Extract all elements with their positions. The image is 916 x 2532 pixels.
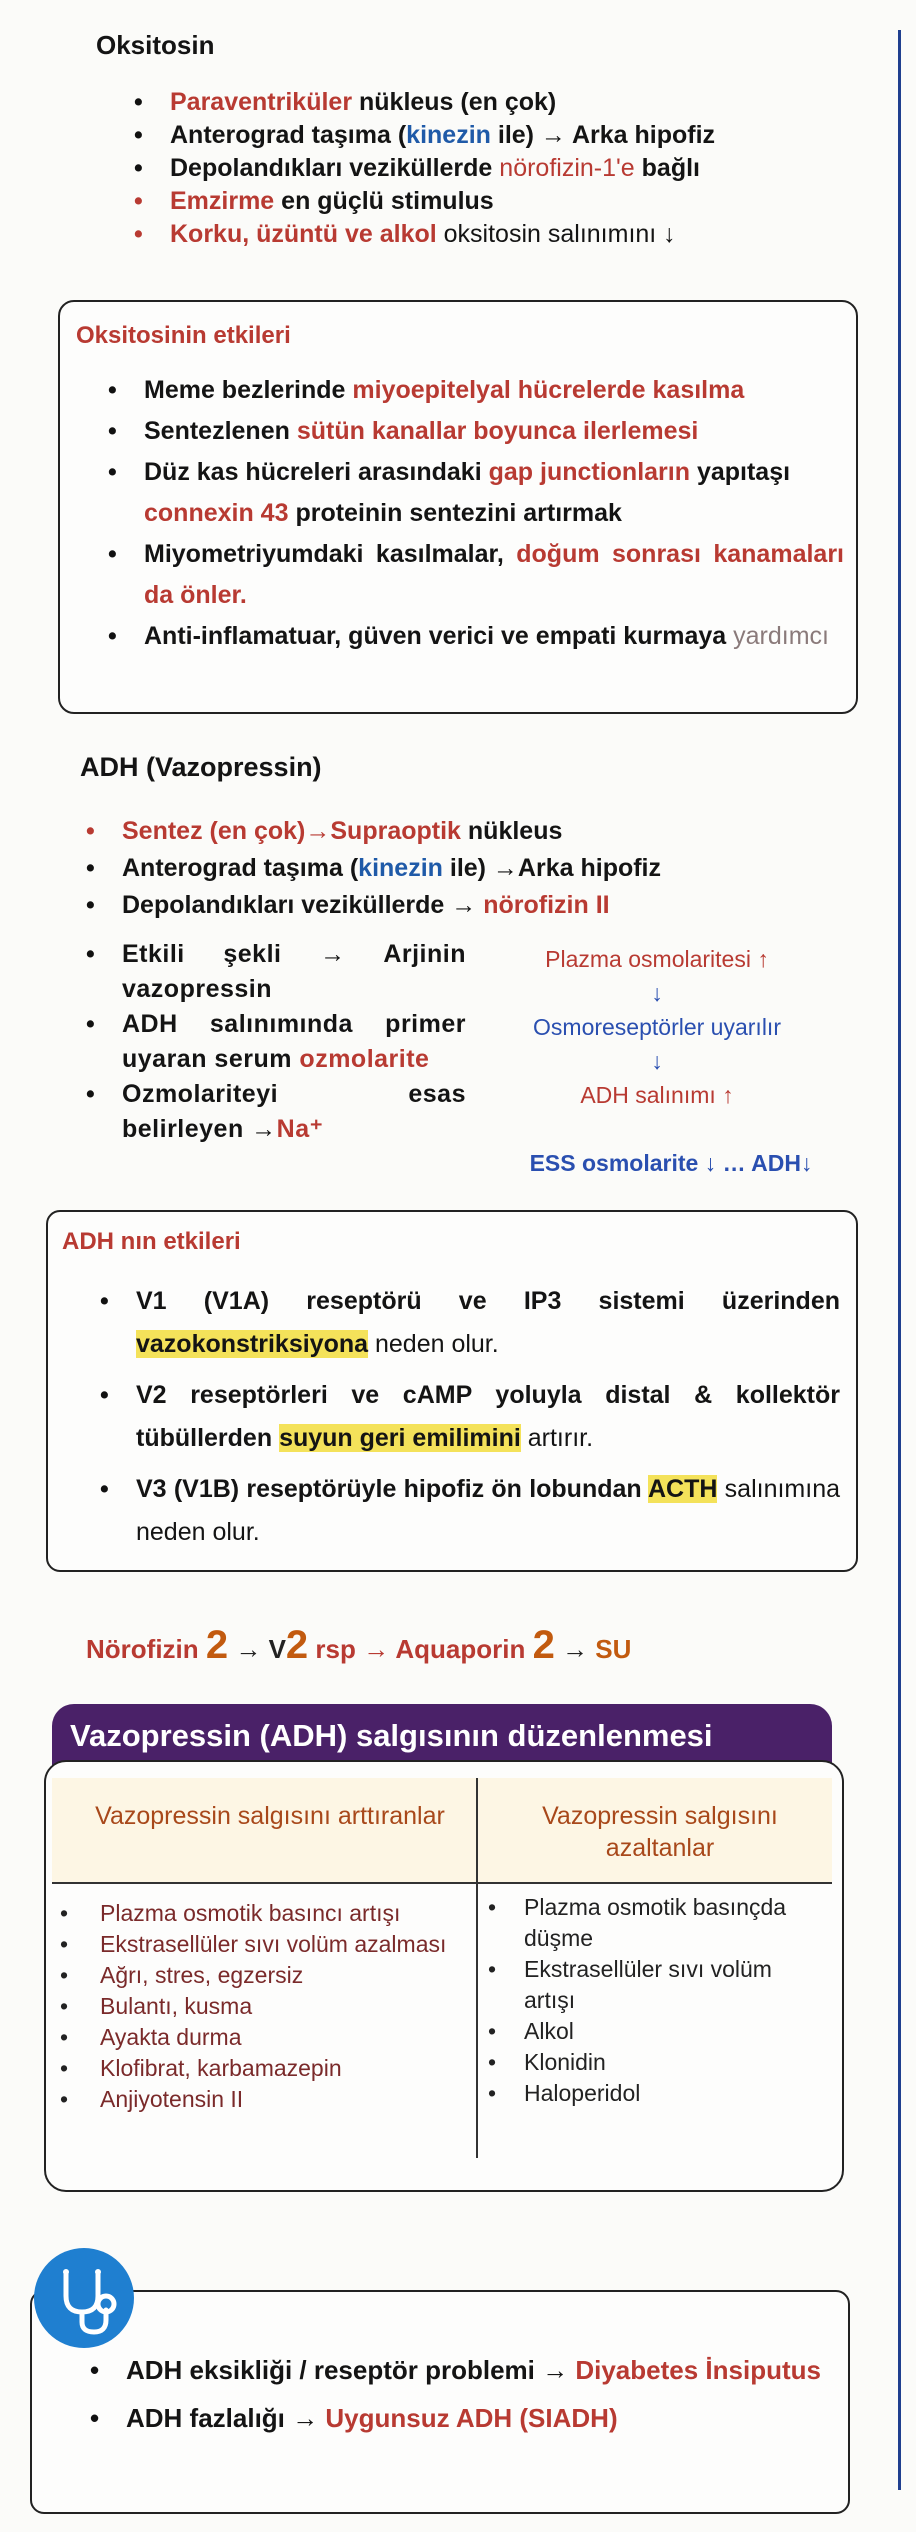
list-item: • Etkili şekli → Arjinin vazopressin: [86, 937, 466, 1007]
table-cell-item: • Anjiyotensin II: [60, 2086, 244, 2112]
table-header-increase: Vazopressin salgısını arttıranlar: [95, 1802, 445, 1830]
table-left-list: [60, 1898, 460, 2115]
table-cell-item: • Ağrı, stres, egzersiz: [60, 1962, 304, 1988]
table-header-divider: [52, 1882, 832, 1884]
list-item: • Sentezlenen sütün kanallar boyunca ilerlemesi: [108, 411, 844, 452]
table-cell-item: • Ekstrasellüler sıvı volüm artışı: [488, 1956, 772, 2013]
oksitosin-title: Oksitosin: [96, 30, 215, 60]
norofizin-aquaporin-line: Nörofizin 2 → V2 rsp → Aquaporin 2 → SU: [86, 1623, 632, 1667]
table-banner-title: Vazopressin (ADH) salgısının düzenlenmesi: [70, 1718, 713, 1753]
adh-list-left: [86, 937, 466, 1147]
table-cell-item: • Klonidin: [488, 2049, 606, 2075]
table-cell-item: • Haloperidol: [488, 2080, 641, 2106]
list-item: • ADH eksikliği / reseptör problemi → Diyabetes İnsiputus: [90, 2350, 830, 2390]
list-item: • Düz kas hücreleri arasındaki gap junctionların yapıtaşı connexin 43 proteinin sentezini artırmak: [108, 452, 844, 534]
list-item: • ADH salınımında primer uyaran serum ozmolarite: [86, 1007, 466, 1077]
list-item: • V1 (V1A) reseptörü ve IP3 sistemi üzerinden vazokonstriksiyona neden olur.: [100, 1280, 840, 1366]
list-item: • Miyometriyumdaki kasılmalar, doğum sonrası kanamaları da önler.: [108, 534, 844, 616]
table-cell-item: • Bulantı, kusma: [60, 1993, 253, 2019]
list-item: • V3 (V1B) reseptörüyle hipofiz ön lobundan ACTH salınımına neden olur.: [100, 1468, 840, 1554]
list-item: • Anterograd taşıma (kinezin ile) → Arka hipofiz: [134, 119, 854, 152]
list-item: • Depolandıkları veziküllerde nörofizin-1'e bağlı: [134, 152, 854, 185]
table-cell-item: • Alkol: [488, 2018, 574, 2044]
list-item: • Korku, üzüntü ve alkol oksitosin salınımını ↓: [134, 218, 854, 251]
table-cell-item: • Plazma osmotik basınçda düşme: [488, 1894, 787, 1951]
list-item: • Anti-inflamatuar, güven verici ve empati kurmaya yardımcı: [108, 616, 844, 657]
list-item: • ADH fazlalığı → Uygunsuz ADH (SIADH): [90, 2398, 830, 2438]
stethoscope-icon: [34, 2248, 134, 2348]
list-item: • Ozmolariteyi esas belirleyen →Na⁺: [86, 1077, 466, 1147]
list-item: • V2 reseptörleri ve cAMP yoluyla distal & kollektör tübüllerden suyun geri emilimini artırır.: [100, 1374, 840, 1460]
clinic-list: [90, 2350, 830, 2438]
list-item: • Depolandıkları veziküllerde → nörofizin II: [86, 887, 846, 924]
flow-adh-salinimi: ADH salınımı ↑: [580, 1082, 734, 1108]
adh-title: ADH (Vazopressin): [80, 752, 322, 782]
list-item: • Meme bezlerinde miyoepitelyal hücrelerde kasılma: [108, 370, 844, 411]
flow-osmoreseptorler: Osmoreseptörler uyarılır: [533, 1014, 781, 1040]
flow-ess-osmolarite: ESS osmolarite ↓ … ADH↓: [529, 1150, 813, 1176]
table-cell-item: • Ekstrasellüler sıvı volüm azalması: [60, 1931, 447, 1957]
adh-etkileri-list: [100, 1280, 840, 1554]
adh-list-top: [86, 813, 846, 924]
oksitosin-etkileri-list: [108, 370, 844, 657]
table-cell-item: • Plazma osmotik basıncı artışı: [60, 1900, 401, 1926]
table-right-list: [488, 1892, 828, 2109]
table-cell-item: • Klofibrat, karbamazepin: [60, 2055, 342, 2081]
oksitosin-etkileri-title: Oksitosinin etkileri: [76, 322, 291, 349]
flow-arrow-2: ↓: [651, 1048, 663, 1074]
oksitosin-list: [134, 86, 854, 251]
page-margin-line: [898, 30, 901, 2490]
adh-etkileri-title: ADH nın etkileri: [62, 1228, 241, 1255]
list-item: • Sentez (en çok)→Supraoptik nükleus: [86, 813, 846, 850]
flow-plazma-osmolaritesi: Plazma osmolaritesi ↑: [545, 946, 769, 972]
table-cell-item: • Ayakta durma: [60, 2024, 242, 2050]
table-column-divider: [476, 1778, 478, 2158]
list-item: • Anterograd taşıma (kinezin ile) →Arka hipofiz: [86, 850, 846, 887]
list-item: • Emzirme en güçlü stimulus: [134, 185, 854, 218]
flow-arrow-1: ↓: [651, 980, 663, 1006]
list-item: • Paraventriküler nükleus (en çok): [134, 86, 854, 119]
table-header-decrease: Vazopressin salgısını azaltanlar: [542, 1802, 778, 1862]
